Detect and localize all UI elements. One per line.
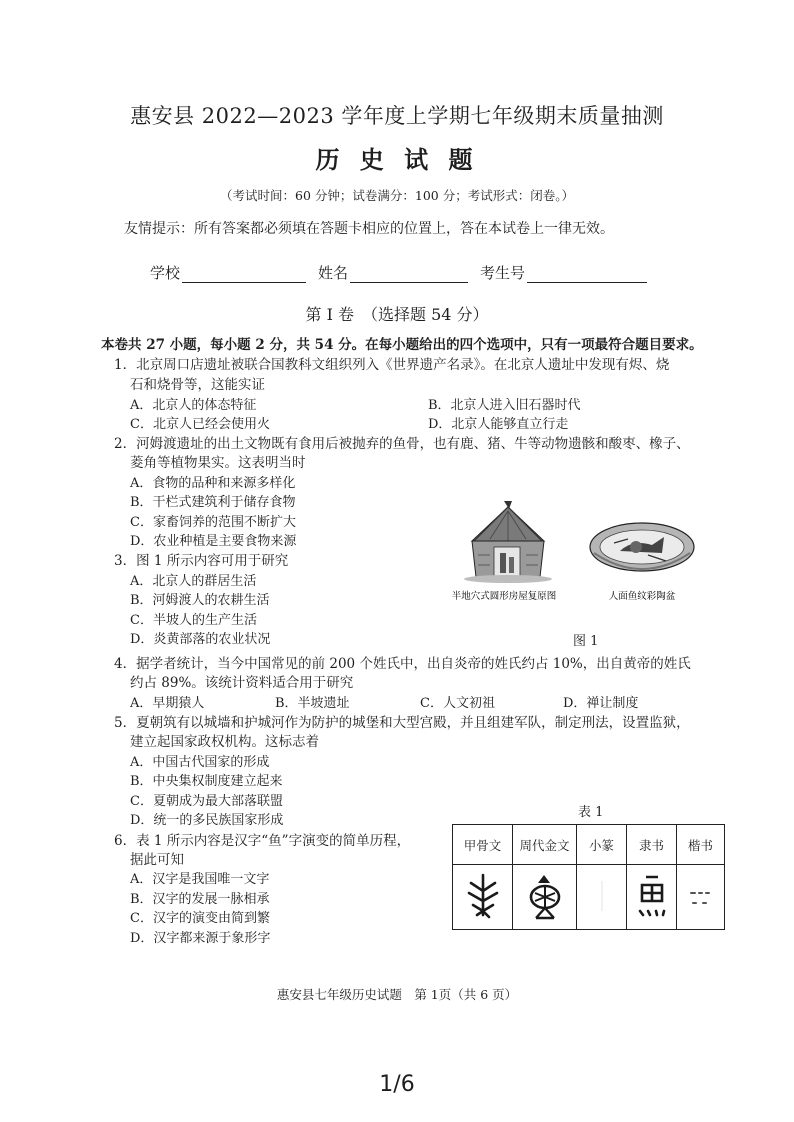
oracle-bone-glyph [453, 865, 513, 930]
bronze-inscription-glyph [513, 865, 577, 930]
name-blank [350, 266, 468, 283]
q3-stem-line1: 3．图 1 所示内容可用于研究 [114, 553, 289, 569]
table-header-cell: 楷书 [677, 825, 725, 865]
page-footer: 惠安县七年级历史试题 第 1页（共 6 页） [276, 987, 518, 1002]
q4-stem-line2: 约占 89%。该统计资料适合用于研究 [130, 675, 354, 691]
q6-option-a: A．汉字是我国唯一文字 [130, 872, 270, 887]
table-header-cell: 小篆 [577, 825, 627, 865]
clerical-fish-glyph [632, 871, 672, 921]
exam-no-label: 考生号 [480, 264, 526, 282]
q1-stem-line2: 石和烧骨等，这能实证 [130, 377, 265, 393]
q3-option-b: B．河姆渡人的农耕生活 [130, 593, 270, 608]
clerical-script-glyph [627, 865, 677, 930]
table-glyph-row [453, 865, 725, 930]
school-label: 学校 [150, 264, 181, 282]
q5-option-a: A．中国古代国家的形成 [130, 755, 270, 770]
exam-title: 惠安县 2022—2023 学年度上学期七年级期末质量抽测 [130, 104, 664, 128]
q5-option-c: C．夏朝成为最大部落联盟 [130, 794, 283, 809]
q1-option-b: B．北京人进入旧石器时代 [428, 398, 581, 413]
q5-option-b: B．中央集权制度建立起来 [130, 774, 283, 789]
name-label: 姓名 [318, 264, 349, 282]
q4-option-c: C．人文初祖 [420, 696, 495, 711]
exam-no-field [480, 262, 647, 283]
painted-basin-illustration [590, 523, 694, 571]
q4-option-a: A．早期猿人 [130, 696, 205, 711]
q6-stem-line1: 6．表 1 所示内容是汉字“鱼”字演变的简单历程， [114, 833, 411, 849]
q3-option-d: D．炎黄部落的农业状况 [130, 632, 271, 647]
table-header-row [453, 825, 725, 865]
q6-stem-line2: 据此可知 [130, 852, 184, 868]
q4-option-b: B．半坡遗址 [275, 696, 350, 711]
character-evolution-table [452, 824, 725, 930]
q4-option-d: D．禅让制度 [563, 696, 639, 711]
figure-1-caption-left: 半地穴式圆形房屋复原图 [452, 591, 557, 602]
q3-option-c: C．半坡人的生产生活 [130, 613, 257, 628]
q2-option-b: B．干栏式建筑利于储存食物 [130, 495, 296, 510]
table-header-cell: 周代金文 [513, 825, 577, 865]
q5-option-d: D．统一的多民族国家形成 [130, 813, 284, 828]
q2-option-c: C．家畜饲养的范围不断扩大 [130, 515, 296, 530]
q6-option-d: D．汉字都来源于象形字 [130, 931, 271, 946]
q6-option-c: C．汉字的演变由简到繁 [130, 911, 270, 926]
q1-option-a: A．北京人的体态特征 [130, 398, 257, 413]
figure-1-caption-right: 人面鱼纹彩陶盆 [608, 591, 676, 602]
subject-title: 历 史 试 题 [315, 145, 479, 174]
student-info-fields [150, 262, 659, 283]
school-blank [182, 266, 306, 283]
q1-option-c: C．北京人已经会使用火 [130, 417, 270, 432]
q2-option-d: D．农业种植是主要食物来源 [130, 534, 297, 549]
q6-option-b: B．汉字的发展一脉相承 [130, 892, 270, 907]
oracle-bone-fish-glyph [463, 871, 503, 921]
q4-stem-line1: 4．据学者统计，当今中国常见的前 200 个姓氏中，出自炎帝的姓氏约占 10%，出自黄帝的姓氏 [114, 656, 691, 672]
figure-1-label: 图 1 [573, 634, 599, 649]
section-title: 第 I 卷 （选择题 54 分） [305, 305, 489, 324]
hut-illustration [464, 501, 552, 583]
q5-stem-line2: 建立起国家政权机构。这标志着 [130, 734, 319, 750]
regular-fish-glyph [683, 871, 719, 921]
section-instructions: 本卷共 27 小题，每小题 2 分，共 54 分。在每小题给出的四个选项中，只有一项最符合题目要求。 [101, 337, 703, 353]
exam-info: （考试时间：60 分钟；试卷满分：100 分；考试形式：闭卷。） [220, 188, 574, 203]
q5-stem-line1: 5．夏朝筑有以城墙和护城河作为防护的城堡和大型宫殿，并且组建军队，制定刑法，设置监狱， [114, 715, 690, 731]
small-seal-glyph-faded [577, 865, 627, 930]
exam-no-blank [527, 266, 647, 283]
table-header-cell: 甲骨文 [453, 825, 513, 865]
q2-option-a: A．食物的品种和来源多样化 [130, 476, 296, 491]
table-header-cell: 隶书 [627, 825, 677, 865]
q2-stem-line1: 2．河姆渡遗址的出土文物既有食用后被抛弃的鱼骨，也有鹿、猪、牛等动物遗骸和酸枣、橡子、 [114, 436, 690, 452]
q1-stem-line1: 1．北京周口店遗址被联合国教科文组织列入《世界遗产名录》。在北京人遗址中发现有烬、烧 [114, 357, 670, 373]
school-field [150, 262, 306, 283]
small-seal-fish-glyph [587, 871, 617, 921]
q1-option-d: D．北京人能够直立行走 [428, 417, 569, 432]
notice: 友情提示：所有答案都必须填在答题卡相应的位置上，答在本试卷上一律无效。 [124, 221, 614, 237]
name-field [318, 262, 468, 283]
regular-script-glyph-faded [677, 865, 725, 930]
page-indicator: 1/6 [379, 1072, 415, 1097]
q2-stem-line2: 菱角等植物果实。这表明当时 [130, 455, 306, 471]
figure-1-images [452, 495, 707, 605]
table-1-label: 表 1 [578, 805, 604, 820]
bronze-fish-glyph [522, 871, 568, 921]
q3-option-a: A．北京人的群居生活 [130, 574, 257, 589]
